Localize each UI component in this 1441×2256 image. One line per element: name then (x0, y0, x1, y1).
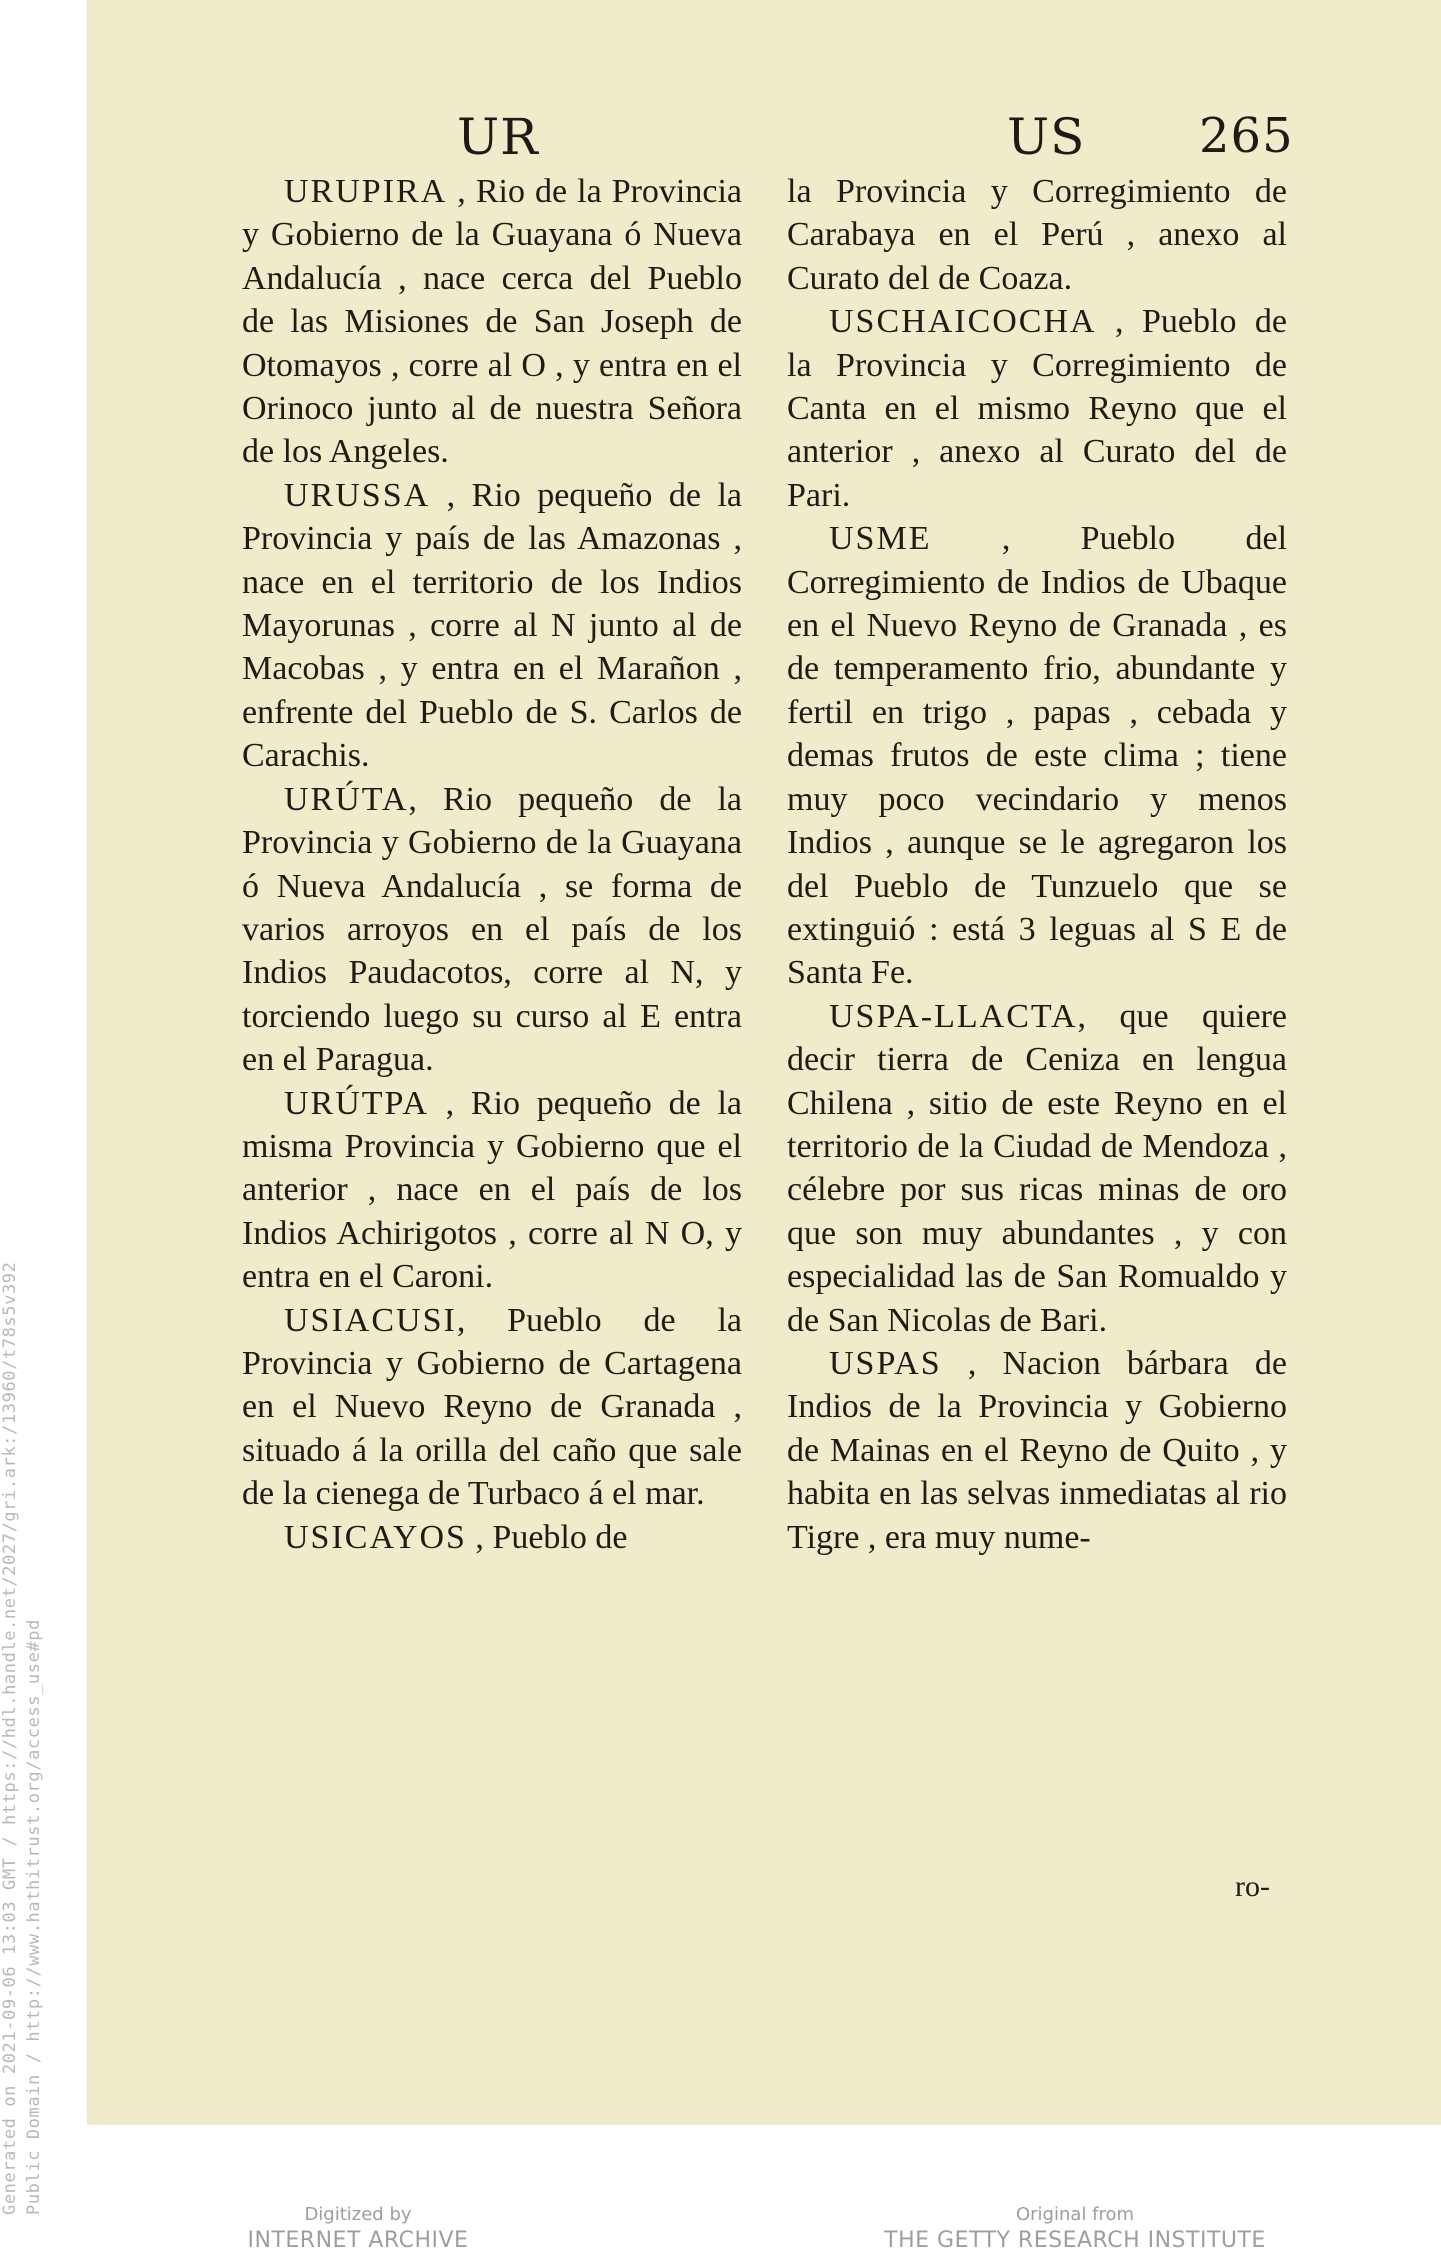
hathitrust-side-stamp (0, 0, 60, 2255)
entry-text: , Rio pequeño de la Provincia y país de las Amazonas , nace en el territorio de los Indios Mayorunas , corre al N junto al de Macobas , y entra en el Marañon , enfrente del Pueblo de S. Carlos de Carachis. (242, 476, 743, 775)
dictionary-entry (242, 170, 742, 474)
internet-archive-label: INTERNET ARCHIVE (247, 2228, 469, 2253)
entry-headword: USPA-LLACTA (829, 997, 1078, 1035)
dictionary-entry (242, 778, 742, 1082)
entry-headword: USIACUSI (284, 1301, 457, 1339)
entry-headword: USME (829, 520, 932, 558)
dictionary-entry (242, 474, 742, 778)
entry-headword: USICAYOS (284, 1518, 467, 1556)
dictionary-entry (787, 995, 1287, 1342)
entry-text: , Pueblo del Corregimiento de Indios de Ubaque en el Nuevo Reyno de Granada , es de temperamento frio, abundante y fertil en trigo , papas , cebada y demas frutos de este clima ; tiene muy poco vecindario y menos Indios , aunque se le agregaron los del Pueblo de Tunzuelo que se extinguió : está 3 leguas al S E de Santa Fe. (787, 520, 1288, 992)
generation-stamp: Generated on 2021-09-06 13:03 GMT / https://hdl.handle.net/2027/gri.ark:/13960/t78s5v392 (0, 1261, 20, 2215)
entry-text: , Pueblo de la Provincia y Gobierno de Cartagena en el Nuevo Reyno de Granada , situado á la orilla del caño que sale de la cienega de Turbaco á el mar. (242, 1301, 742, 1513)
entry-text: la Provincia y Corregimiento de Carabaya en el Perú , anexo al Curato del de Coaza. (787, 173, 1287, 297)
running-head-right: US (1007, 108, 1086, 166)
entry-text: , Rio pequeño de la Provincia y Gobierno de la Guayana ó Nueva Andalucía , se forma de varios arroyos en el país de los Indios Paudacotos, corre al N, y torciendo luego su curso al E entra en el Paragua. (242, 780, 742, 1079)
entry-text: , Rio pequeño de la misma Provincia y Gobierno que el anterior , nace en el país de los Indios Achirigotos , corre al N O, y entra en el Caroni. (242, 1084, 742, 1296)
dictionary-entry (242, 1082, 742, 1299)
entry-text: , Pueblo de la Provincia y Corregimiento de Canta en el mismo Reyno que el anterior , anexo al Curato del de Pari. (787, 303, 1287, 514)
left-column (242, 170, 742, 1559)
dictionary-entry (242, 1516, 742, 1559)
entry-headword: URUPIRA (284, 173, 448, 210)
original-from-label: Original from (1015, 2204, 1135, 2225)
entry-headword: URÚTPA (284, 1084, 429, 1122)
entry-headword: USPAS (829, 1344, 942, 1382)
entry-text: , Pueblo de (475, 1518, 628, 1556)
dictionary-entry (787, 1342, 1287, 1559)
entry-headword: USCHAICOCHA (829, 303, 1097, 341)
entry-text: , Rio de la Provincia y Gobierno de la Guayana ó Nueva Andalucía , nace cerca del Pueblo de las Misiones de San Joseph de Otomayos , corre al O , y entra en el Orinoco junto al de nuestra Señora de los Angeles. (242, 173, 743, 471)
entry-headword: URÚTA (284, 780, 409, 818)
entry-text: , Nacion bárbara de Indios de la Provincia y Gobierno de Mainas en el Reyno de Quito , y habita en las selvas inmediatas al rio Tigre , era muy nume- (787, 1344, 1287, 1556)
entry-text: , que quiere decir tierra de Ceniza en lengua Chilena , sitio de este Reyno en el territorio de la Ciudad de Mendoza , célebre por sus ricas minas de oro que son muy abundantes , y con especialidad las de San Romualdo y de San Nicolas de Bari. (787, 997, 1287, 1339)
catchword: ro- (1235, 1870, 1270, 1903)
continued-entry (787, 170, 1287, 300)
digitized-by-credit (138, 2204, 578, 2256)
running-head-left: UR (457, 108, 539, 166)
original-from-credit (855, 2204, 1295, 2256)
public-domain-stamp: Public Domain / http://www.hathitrust.org/access_use#pd (24, 1619, 44, 2215)
entry-headword: URUSSA (284, 476, 431, 514)
page-number: 265 (1199, 108, 1294, 164)
digitized-by-label: Digitized by (304, 2204, 412, 2225)
right-column (787, 170, 1287, 1559)
getty-institute-label: THE GETTY RESEARCH INSTITUTE (884, 2228, 1266, 2253)
dictionary-entry (787, 300, 1287, 517)
dictionary-entry (242, 1299, 742, 1516)
scanned-page (87, 0, 1441, 2125)
dictionary-entry (787, 517, 1287, 994)
